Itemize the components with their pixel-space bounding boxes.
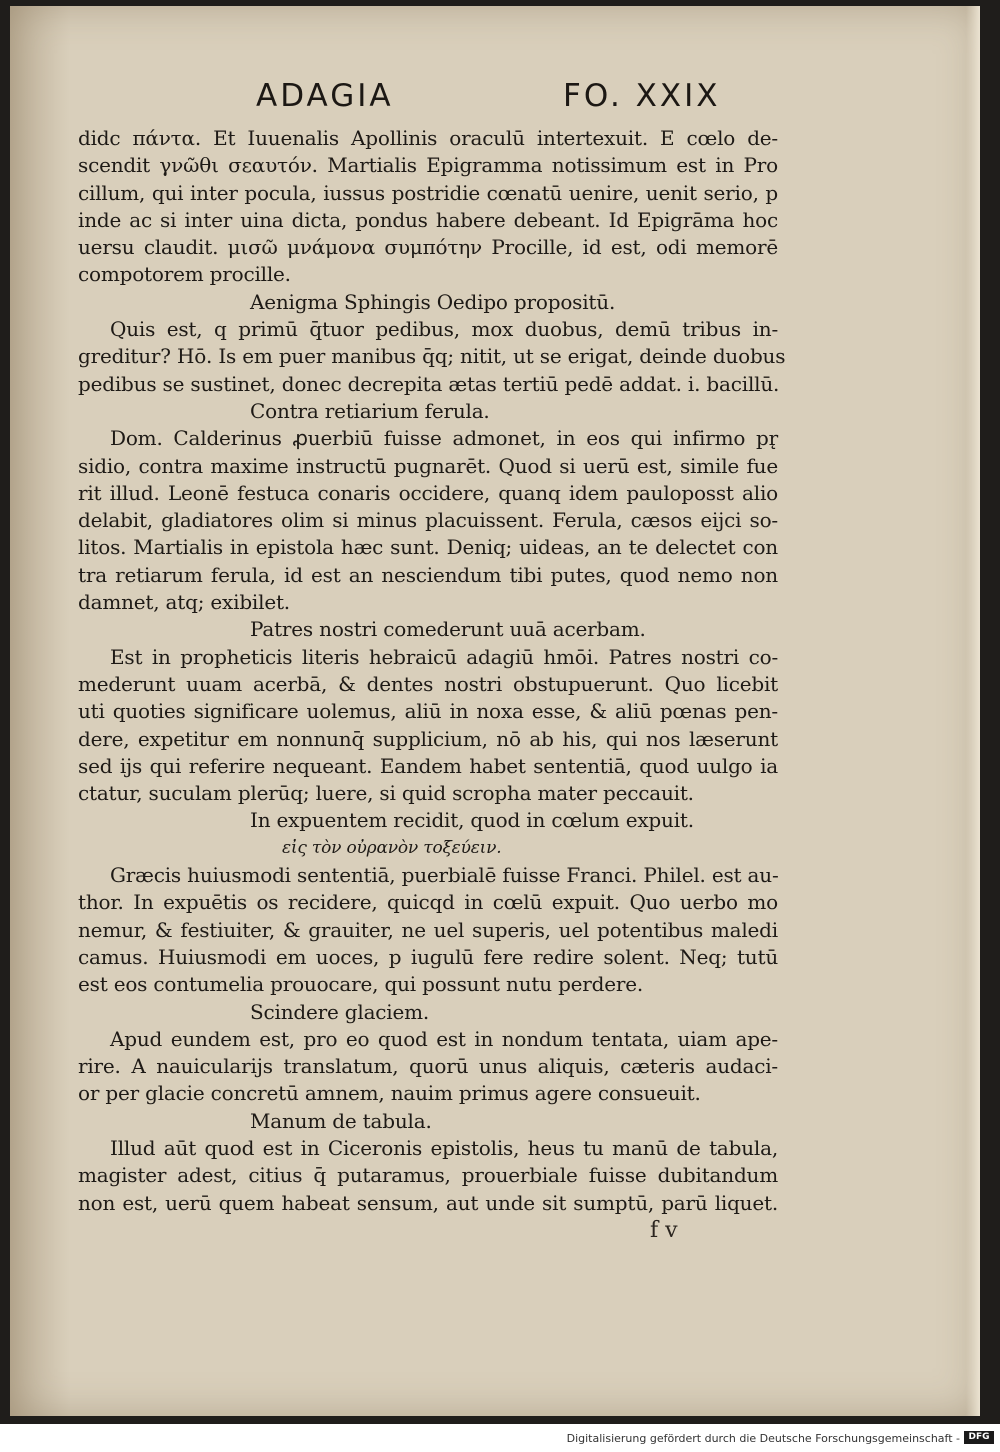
text-line: rit illud. Leonē festuca conaris occidere, quanq idem pauloposst alio bbox=[78, 480, 778, 505]
text-line: Est in propheticis literis hebraicū adagiū hmōi. Patres nostri co- bbox=[110, 644, 778, 669]
adage-heading: In expuentem recidit, quod in cœlum expuit. bbox=[250, 808, 694, 833]
adage-heading: Aenigma Sphingis Oedipo propositū. bbox=[250, 289, 616, 314]
text-line: Dom. Calderinus ꝓuerbiū fuisse admonet, in eos qui infirmo pr̨ bbox=[110, 426, 778, 451]
text-line: damnet, atq; exibilet. bbox=[78, 590, 290, 615]
text-line: inde ac si inter uina dicta, pondus habere debeant. Id Epigrāma hoc bbox=[78, 207, 778, 232]
text-line: didc πάντα. Et Iuuenalis Apollinis oraculū intertexuit. E cœlo de- bbox=[78, 126, 778, 150]
greek-heading: εἰς τὸν οὐρανὸν τοξεύειν. bbox=[282, 837, 502, 858]
signature-mark: f v bbox=[650, 1218, 678, 1243]
text-line: sed ijs qui referire nequeant. Eandem habet sententiā, quod uulgo ia bbox=[78, 753, 778, 778]
text-line: est eos contumelia prouocare, qui possunt nutu perdere. bbox=[78, 972, 644, 997]
text-line: nemur, & festiuiter, & grauiter, ne uel superis, uel potentibus maledi bbox=[78, 917, 778, 942]
text-line: uti quoties significare uolemus, aliū in noxa esse, & aliū pœnas pen- bbox=[78, 699, 778, 724]
text-line: compotorem procille. bbox=[78, 262, 291, 287]
text-line: or per glacie concretū amnem, nauim primus agere consueuit. bbox=[78, 1081, 701, 1106]
book-page bbox=[10, 6, 980, 1416]
text-block bbox=[78, 125, 786, 1217]
folio-number: FO. XXIX bbox=[563, 78, 721, 114]
text-line: pedibus se sustinet, donec decrepita ætas tertiū pedē addat. i. bacillū. bbox=[78, 371, 780, 396]
text-line: cillum, qui inter pocula, iussus postridie cœnatū uenire, uenit serio, p bbox=[78, 180, 778, 205]
adage-heading: Manum de tabula. bbox=[250, 1108, 432, 1133]
text-line: ctatur, suculam plerūq; luere, si quid scropha mater peccauit. bbox=[78, 781, 694, 806]
running-title: ADAGIA bbox=[256, 78, 394, 114]
text-line: thor. In expuētis os recidere, quicqd in cœlū expuit. Quo uerbo mo bbox=[78, 890, 778, 915]
text-line: non est, uerū quem habeat sensum, aut unde sit sumptū, parū liquet. bbox=[78, 1190, 778, 1215]
text-line: sidio, contra maxime instructū pugnarēt. Quod si uerū est, simile fue bbox=[78, 453, 778, 478]
adage-heading: Patres nostri comederunt uuā acerbam. bbox=[250, 617, 646, 642]
text-line: rire. A nauicularijs translatum, quorū unus aliquis, cæteris audaci- bbox=[78, 1054, 778, 1079]
text-line: Illud aūt quod est in Ciceronis epistolis, heus tu manū de tabula, bbox=[110, 1135, 778, 1160]
text-line: magister adest, citius q̄ putaramus, prouerbiale fuisse dubitandum bbox=[78, 1163, 778, 1188]
text-line: dere, expetitur em nonnunq̄ supplicium, nō ab his, qui nos læserunt bbox=[78, 726, 778, 751]
text-line: Græcis huiusmodi sententiā, puerbialē fuisse Franci. Philel. est au- bbox=[110, 863, 779, 888]
text-line: litos. Martialis in epistola hæc sunt. Deniq; uideas, an te delectet con bbox=[78, 535, 778, 560]
dfg-logo: DFG bbox=[964, 1431, 994, 1444]
running-head bbox=[10, 78, 980, 126]
funding-credit: Digitalisierung gefördert durch die Deutsche Forschungsgemeinschaft - bbox=[566, 1432, 960, 1445]
text-line: camus. Huiusmodi em uoces, p iugulū fere redire solent. Neq; tutū bbox=[78, 944, 778, 969]
text-line: Quis est, q primū q̄tuor pedibus, mox duobus, demū tribus in- bbox=[110, 317, 778, 342]
text-line: greditur? Hō. Is em puer manibus q̄q; nitit, ut se erigat, deinde duobus bbox=[78, 344, 786, 369]
text-line: uersu claudit. μισῶ μνάμονα συμπότην Procille, id est, odi memorē bbox=[78, 235, 778, 260]
text-line: mederunt uuam acerbā, & dentes nostri obstupuerunt. Quo licebit bbox=[78, 671, 778, 696]
text-line: delabit, gladiatores olim si minus placuissent. Ferula, cæsos eijci so- bbox=[78, 508, 778, 533]
text-line: Apud eundem est, pro eo quod est in nondum tentata, uiam ape- bbox=[110, 1026, 778, 1051]
text-line: tra retiarum ferula, id est an nesciendum tibi putes, quod nemo non bbox=[78, 562, 778, 587]
adage-heading: Scindere glaciem. bbox=[250, 999, 430, 1024]
adage-heading: Contra retiarium ferula. bbox=[250, 398, 490, 423]
text-line: scendit γνῶθι σεαυτόν. Martialis Epigramma notissimum est in Pro bbox=[78, 153, 778, 178]
digitization-footer bbox=[0, 1424, 1000, 1452]
